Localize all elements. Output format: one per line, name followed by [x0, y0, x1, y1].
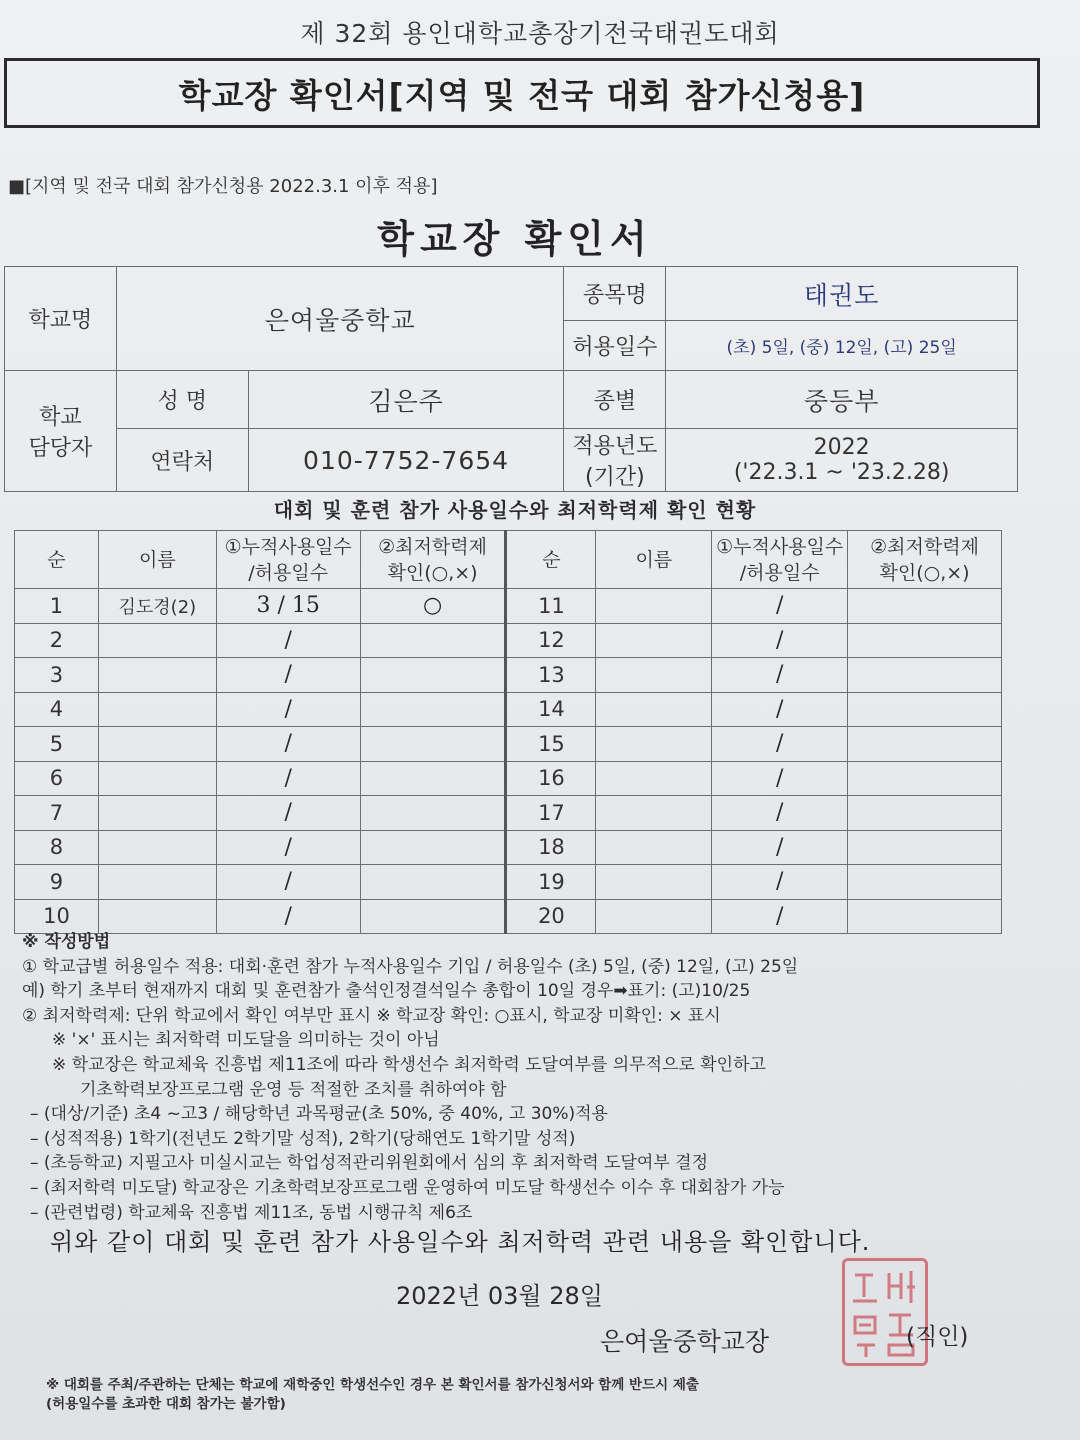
division-value: 중등부 — [666, 371, 1018, 429]
col-header-check-line2: 확인(○,×) — [387, 561, 478, 584]
used-days-cell: / — [216, 865, 360, 900]
col-header-check-line1: ②최저학력제 — [378, 535, 487, 558]
used-days-cell: / — [216, 727, 360, 762]
writing-instructions — [22, 930, 1022, 1225]
instruction-line: – (관련법령) 학교체육 진흥법 제11조, 동법 시행규칙 제6조 — [30, 1202, 473, 1223]
min-academic-check-cell — [848, 658, 1002, 693]
min-academic-check-cell — [848, 761, 1002, 796]
athlete-name-cell — [98, 623, 216, 658]
used-days-cell: / — [216, 692, 360, 727]
col-header-days-line2: /허용일수 — [248, 561, 329, 584]
used-days-cell: / — [216, 830, 360, 865]
footer-notice-line2: (허용일수를 초과한 대회 참가는 불가함) — [46, 1396, 286, 1412]
applicability-note: ■[지역 및 전국 대회 참가신청용 2022.3.1 이후 적용] — [8, 176, 438, 197]
row-number: 10 — [15, 899, 99, 934]
used-days-cell: / — [712, 658, 848, 693]
usage-row — [15, 899, 1002, 934]
usage-row — [15, 658, 1002, 693]
athlete-name-cell — [596, 761, 712, 796]
used-days-cell: / — [712, 727, 848, 762]
usage-section-heading: 대회 및 훈련 참가 사용일수와 최저학력제 확인 현황 — [273, 498, 757, 522]
manager-name-value: 김은주 — [248, 371, 564, 429]
min-academic-check-cell — [360, 796, 506, 831]
col-header-name: 이름 — [98, 531, 216, 589]
event-label: 종목명 — [564, 267, 666, 321]
row-number: 7 — [15, 796, 99, 831]
period-value — [666, 429, 1018, 492]
athlete-name-cell: 김도경(2) — [98, 589, 216, 624]
used-days-cell: / — [216, 658, 360, 693]
allowed-days-label: 허용일수 — [564, 321, 666, 371]
col-header-no-right: 순 — [506, 531, 596, 589]
min-academic-check-cell — [360, 623, 506, 658]
row-number: 15 — [506, 727, 596, 762]
min-academic-check-cell — [848, 899, 1002, 934]
instruction-line: ※ 학교장은 학교체육 진흥법 제11조에 따라 학생선수 최저학력 도달여부를 의무적으로 확인하고 — [52, 1054, 766, 1075]
period-range: ('22.3.1 ~ '23.2.28) — [733, 460, 950, 485]
min-academic-check-cell — [848, 796, 1002, 831]
confirmation-statement: 위와 같이 대회 및 훈련 참가 사용일수와 최저학력 관련 내용을 확인합니다. — [50, 1228, 871, 1256]
used-days-cell: 3 / 15 — [216, 589, 360, 624]
min-academic-check-cell — [848, 727, 1002, 762]
manager-label — [5, 371, 117, 492]
row-number: 8 — [15, 830, 99, 865]
athlete-name-cell — [596, 899, 712, 934]
instruction-line: ② 최저학력제: 단위 학교에서 확인 여부만 표시 ※ 학교장 확인: ○표시, 학교장 미확인: × 표시 — [22, 1005, 721, 1026]
used-days-cell: / — [216, 623, 360, 658]
athlete-name-cell — [596, 796, 712, 831]
allowed-days-value: (초) 5일, (중) 12일, (고) 25일 — [666, 321, 1018, 371]
athlete-name-cell — [596, 658, 712, 693]
usage-row — [15, 865, 1002, 900]
instruction-line: – (최저학력 미도달) 학교장은 기초학력보장프로그램 운영하여 미도달 학생선수 이수 후 대회참가 가능 — [30, 1177, 785, 1198]
athlete-name-cell — [98, 865, 216, 900]
usage-row — [15, 830, 1002, 865]
col-header-no: 순 — [15, 531, 99, 589]
usage-row — [15, 761, 1002, 796]
col-header-days-right-line1: ①누적사용일수 — [716, 535, 844, 558]
athlete-name-cell — [596, 830, 712, 865]
row-number: 9 — [15, 865, 99, 900]
instruction-line: 예) 학기 초부터 현재까지 대회 및 훈련참가 출석인정결석일수 총합이 10일 경우➡표기: (고)10/25 — [22, 981, 751, 1002]
min-academic-check-cell — [360, 761, 506, 796]
min-academic-check-cell — [848, 830, 1002, 865]
athlete-name-cell — [98, 658, 216, 693]
min-academic-check-cell — [848, 623, 1002, 658]
period-year: 2022 — [813, 435, 870, 460]
min-academic-check-cell — [360, 830, 506, 865]
athlete-name-cell — [98, 796, 216, 831]
athlete-name-cell — [98, 761, 216, 796]
athlete-name-cell — [596, 623, 712, 658]
issue-date: 2022년 03월 28일 — [396, 1282, 603, 1310]
seal-label: (직인) — [906, 1324, 969, 1350]
used-days-cell: / — [712, 589, 848, 624]
min-academic-check-cell: ○ — [360, 589, 506, 624]
used-days-cell: / — [712, 796, 848, 831]
row-number: 16 — [506, 761, 596, 796]
used-days-cell: / — [216, 899, 360, 934]
footer-notice-line1: ※ 대회를 주최/주관하는 단체는 학교에 재학중인 학생선수인 경우 본 확인서를 참가신청서와 함께 반드시 제출 — [46, 1377, 699, 1393]
athlete-name-cell — [596, 865, 712, 900]
contact-label: 연락처 — [116, 429, 248, 492]
instructions-heading: ※ 작성방법 — [22, 932, 111, 952]
row-number: 1 — [15, 589, 99, 624]
athlete-name-cell — [596, 589, 712, 624]
used-days-cell: / — [712, 761, 848, 796]
instruction-line: – (대상/기준) 초4 ~고3 / 해당학년 과목평균(초 50%, 중 40%, 고 30%)적용 — [30, 1104, 608, 1125]
row-number: 5 — [15, 727, 99, 762]
min-academic-check-cell — [360, 658, 506, 693]
contact-value: 010-7752-7654 — [248, 429, 564, 492]
athlete-name-cell — [596, 727, 712, 762]
form-title-box: 학교장 확인서[지역 및 전국 대회 참가신청용] — [4, 58, 1040, 128]
instruction-line: ※ '×' 표시는 최저학력 미도달을 의미하는 것이 아님 — [52, 1030, 440, 1051]
min-academic-check-cell — [360, 865, 506, 900]
min-academic-check-cell — [360, 899, 506, 934]
instruction-line: – (초등학교) 지필고사 미실시교는 학업성적관리위원회에서 심의 후 최저학력 도달여부 결정 — [30, 1153, 709, 1174]
event-title: 제 32회 용인대학교총장기전국태권도대회 — [300, 19, 780, 48]
usage-row — [15, 623, 1002, 658]
row-number: 11 — [506, 589, 596, 624]
min-academic-check-cell — [848, 589, 1002, 624]
athlete-name-cell — [98, 692, 216, 727]
col-header-days-right-line2: /허용일수 — [739, 561, 820, 584]
school-info-table — [4, 266, 1018, 492]
used-days-cell: / — [712, 692, 848, 727]
usage-row — [15, 727, 1002, 762]
athlete-name-cell — [98, 727, 216, 762]
row-number: 4 — [15, 692, 99, 727]
row-number: 12 — [506, 623, 596, 658]
col-header-check — [360, 531, 506, 589]
instruction-line: 기초학력보장프로그램 운영 등 적절한 조치를 취하여야 함 — [80, 1079, 507, 1100]
usage-row — [15, 692, 1002, 727]
min-academic-check-cell — [848, 692, 1002, 727]
min-academic-check-cell — [848, 865, 1002, 900]
school-name-value: 은여울중학교 — [116, 267, 564, 371]
row-number: 14 — [506, 692, 596, 727]
row-number: 13 — [506, 658, 596, 693]
division-label: 종별 — [564, 371, 666, 429]
period-label-line1: 적용년도 — [572, 434, 658, 459]
manager-name-label: 성 명 — [116, 371, 248, 429]
used-days-cell: / — [216, 796, 360, 831]
used-days-cell: / — [216, 761, 360, 796]
col-header-days-line1: ①누적사용일수 — [224, 535, 352, 558]
used-days-cell: / — [712, 623, 848, 658]
school-name-label: 학교명 — [5, 267, 117, 371]
col-header-days-right — [712, 531, 848, 589]
col-header-check-right-line1: ②최저학력제 — [870, 535, 979, 558]
athlete-name-cell — [98, 830, 216, 865]
used-days-cell: / — [712, 830, 848, 865]
col-header-name-right: 이름 — [596, 531, 712, 589]
principal-name: 은여울중학교장 — [600, 1327, 770, 1356]
athlete-name-cell — [98, 899, 216, 934]
instruction-line: ① 학교급별 허용일수 적용: 대회·훈련 참가 누적사용일수 기입 / 허용일수 (초) 5일, (중) 12일, (고) 25일 — [22, 956, 799, 977]
used-days-cell: / — [712, 899, 848, 934]
row-number: 18 — [506, 830, 596, 865]
col-header-check-right-line2: 확인(○,×) — [879, 561, 970, 584]
min-academic-check-cell — [360, 727, 506, 762]
manager-label-line1: 학교 — [39, 405, 82, 430]
row-number: 3 — [15, 658, 99, 693]
min-academic-check-cell — [360, 692, 506, 727]
row-number: 20 — [506, 899, 596, 934]
athlete-name-cell — [596, 692, 712, 727]
period-label-line2: (기간) — [585, 465, 645, 490]
usage-table — [14, 530, 1002, 934]
row-number: 2 — [15, 623, 99, 658]
usage-row — [15, 589, 1002, 624]
usage-row — [15, 796, 1002, 831]
instruction-line: – (성적적용) 1학기(전년도 2학기말 성적), 2학기(당해연도 1학기말 성적) — [30, 1128, 576, 1149]
col-header-days — [216, 531, 360, 589]
row-number: 17 — [506, 796, 596, 831]
period-label — [564, 429, 666, 492]
col-header-check-right — [848, 531, 1002, 589]
used-days-cell: / — [712, 865, 848, 900]
row-number: 6 — [15, 761, 99, 796]
footer-notice — [46, 1376, 1046, 1414]
event-value: 태권도 — [666, 267, 1018, 321]
row-number: 19 — [506, 865, 596, 900]
manager-label-line2: 담당자 — [28, 436, 93, 461]
document-title: 학교장 확인서 — [377, 217, 653, 261]
